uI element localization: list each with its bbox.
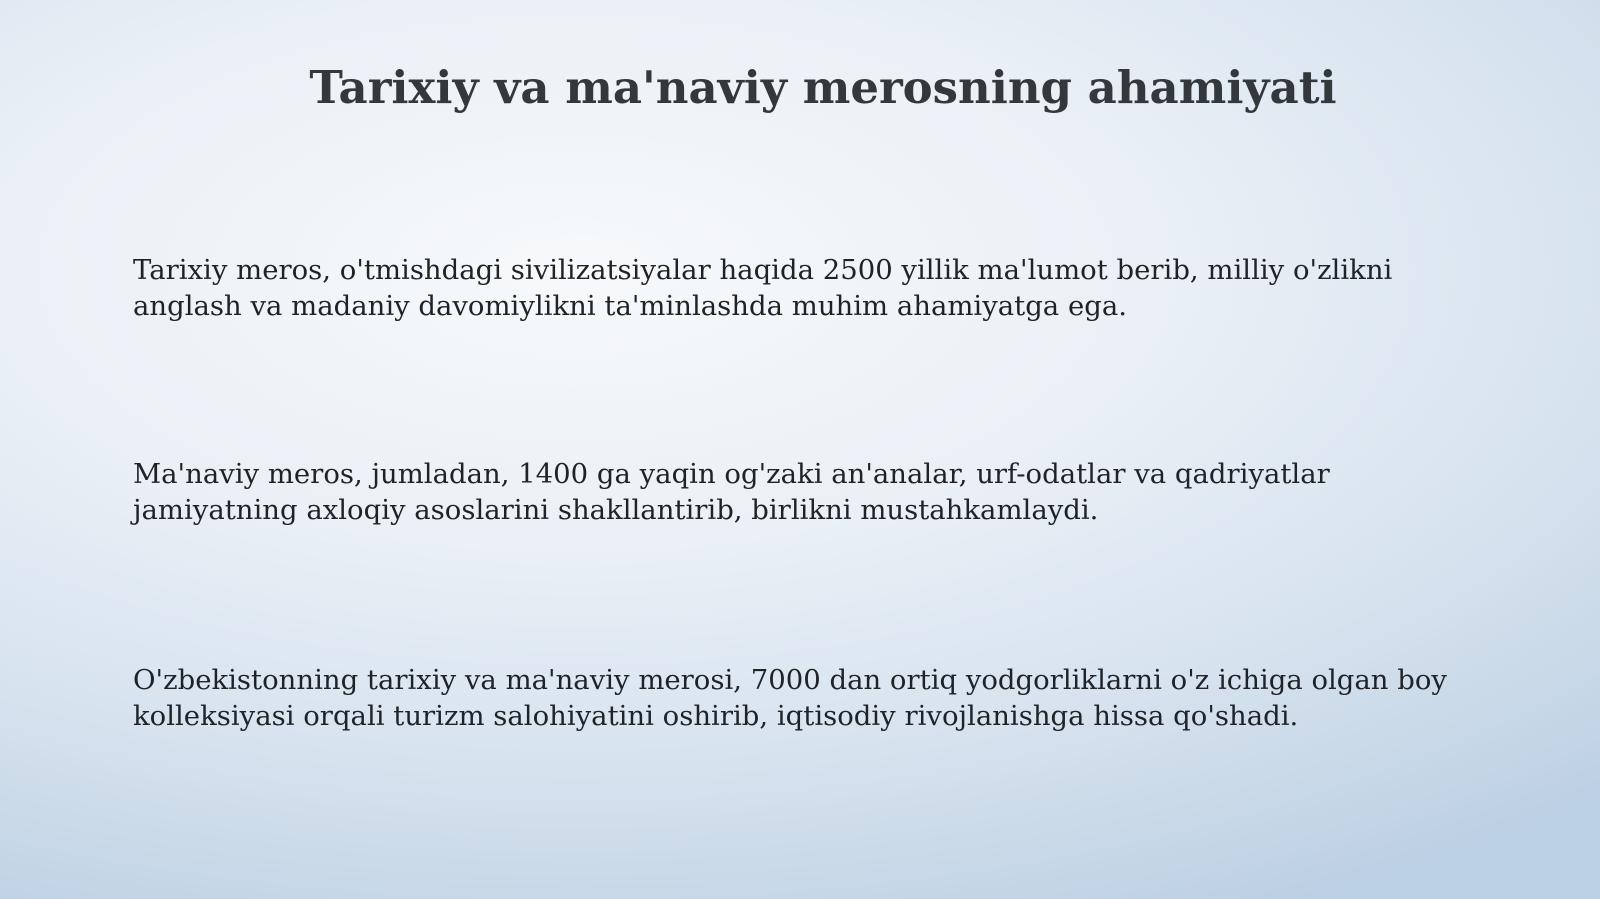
paragraph-line: Tarixiy meros, o'tmishdagi sivilizatsiyalar haqida 2500 yillik ma'lumot berib, milliy o'zlikni [133, 254, 1393, 286]
paragraph-line: jamiyatning axloqiy asoslarini shakllantirib, birlikni mustahkamlaydi. [133, 494, 1099, 526]
paragraph-line: kolleksiyasi orqali turizm salohiyatini oshirib, iqtisodiy rivojlanishga hissa qo'shadi. [133, 700, 1299, 732]
paragraph-spiritual-heritage [133, 456, 1533, 528]
paragraph-historical-heritage [133, 252, 1533, 324]
paragraph-uzbekistan-heritage [133, 662, 1533, 734]
paragraph-line: O'zbekistonning tarixiy va ma'naviy merosi, 7000 dan ortiq yodgorliklarni o'z ichiga olgan boy [133, 664, 1447, 696]
slide-title: Tarixiy va ma'naviy merosning ahamiyati [309, 61, 1337, 114]
paragraph-line: anglash va madaniy davomiylikni ta'minlashda muhim ahamiyatga ega. [133, 290, 1127, 322]
paragraph-line: Ma'naviy meros, jumladan, 1400 ga yaqin og'zaki an'analar, urf-odatlar va qadriyatlar [133, 458, 1330, 490]
